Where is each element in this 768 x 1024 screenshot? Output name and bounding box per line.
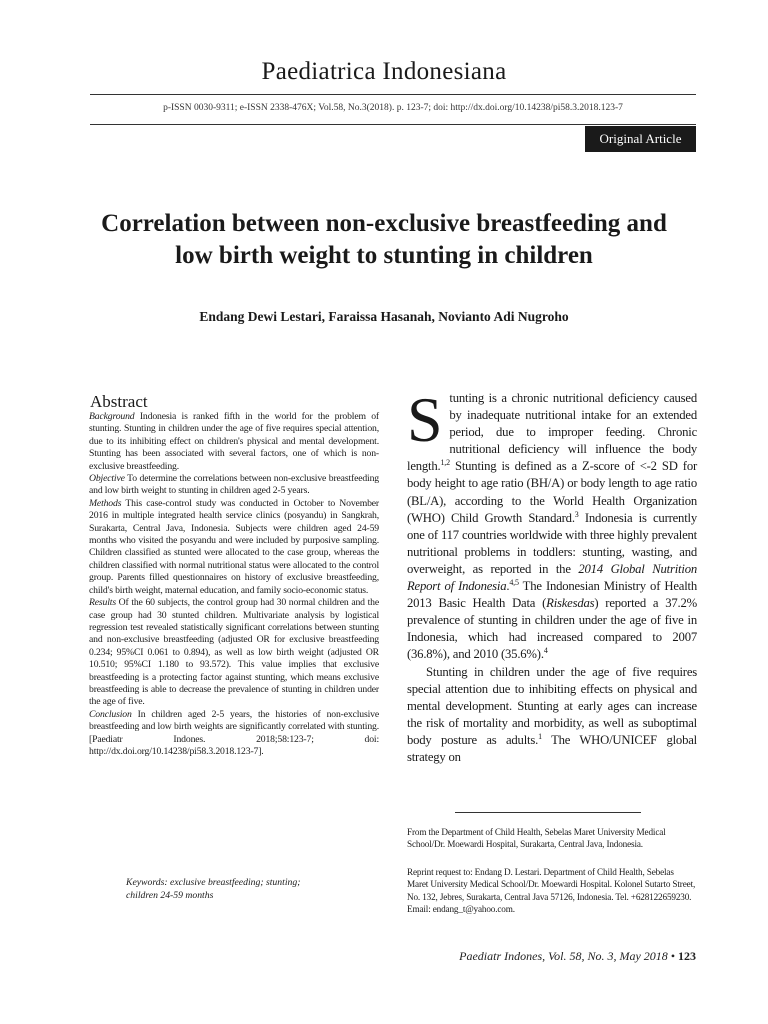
author-list: Endang Dewi Lestari, Faraissa Hasanah, Novianto Adi Nugroho — [199, 309, 569, 324]
body-text: The WHO/UNICEF global strategy on — [407, 732, 697, 764]
abstract-conclusion — [89, 709, 379, 759]
body-text: . — [506, 579, 510, 594]
citation-superscript: 3 — [574, 509, 579, 519]
body-text: ) reported a 37.2% prevalence of stunting in children under the age of five in Indonesia, which had increased compared to 2007 (36.8%), and 2010 (35.6%). — [407, 596, 697, 662]
keywords-line-2: children 24-59 months — [126, 889, 214, 901]
header-rule-bottom — [90, 124, 696, 125]
abstract-objective-text: To determine the correlations between non-exclusive breastfeeding and low birth weight to stunting in children aged 2-5 years. — [89, 473, 379, 497]
article-title-line-2: low birth weight to stunting in children — [175, 242, 593, 269]
footer-citation: Paediatr Indones, Vol. 58, No. 3, May 2018 • — [459, 949, 675, 963]
issn-doi-line: p-ISSN 0030-9311; e-ISSN 2338-476X; Vol.58, No.3(2018). p. 123-7; doi: http://dx.doi.org/10.14238/pi58.3.2018.123-7 — [163, 103, 623, 113]
abstract-body — [89, 411, 379, 758]
body-paragraph-1 — [407, 384, 697, 664]
abstract-objective — [89, 473, 379, 498]
author-affiliation: From the Department of Child Health, Sebelas Maret University Medical School/Dr. Moewardi Hospital, Surakarta, Central Java, Indonesia. — [407, 827, 666, 850]
article-title — [60, 208, 708, 272]
abstract-background-text: Indonesia is ranked fifth in the world for the problem of stunting. Stunting in children under the age of five requires special attention, due to its inhibiting effect on children's physical and mental development. Stunting has been associated with several factors, one of which is non-exclusive breastfeeding. — [89, 411, 379, 472]
article-type-badge: Original Article — [585, 126, 696, 152]
abstract-results-text: Of the 60 subjects, the control group had 30 normal children and the case group had 30 stunted children. Multivariate analysis by logistical regression test revealed statistically significant correlations between stunting and non-exclusive breastfeeding (adjusted OR for exclusive breastfeeding 0.234; 95%CI 0.061 to 0.894), as well as low birth weight (adjusted OR 10.510; 95%CI 1.180 to 93.572). This value implies that exclusive breastfeeding is a protecting factor against stunting, which means exclusive breastfeeding is able to decrease the prevalence of stunting in children under the age of five. — [89, 597, 379, 708]
abstract-background — [89, 411, 379, 473]
citation-superscript: 4 — [543, 646, 548, 656]
abstract-methods-text: This case-control study was conducted in October to November 2016 in multiple integrated health service clinics (posyandu) in Sangkrah, Surakarta, Central Java, Indonesia. Subjects were children aged 24-59 months who visited the posyandu and were included by purposive sampling. Children classified as stunted were allocated to the case group, whereas the children classified with normal nutritional status were allocated to the control group. Parents filled questionnaires on history of exclusive breastfeeding, child's birth weight, maternal education, and family socio-economic status. — [89, 497, 379, 596]
header-rule — [90, 94, 696, 95]
keywords-line-1: Keywords: exclusive breastfeeding; stunting; — [126, 877, 301, 888]
report-title: 2014 Global Nutrition Report of Indonesia — [407, 561, 697, 594]
abstract-methods — [89, 498, 379, 597]
page-footer — [459, 949, 696, 964]
reprint-request: Reprint request to: Endang D. Lestari. Department of Child Health, Sebelas Maret University Medical School/Dr. Moewardi Hospital. Kolonel Sutarto Street, No. 132, Jebres, Surakarta, Central Java 57126, Indonesia. Tel. +628122659230. Email: endang_t@yahoo.com. — [407, 867, 696, 914]
abstract-heading: Abstract — [90, 392, 148, 411]
abstract-results — [89, 597, 379, 709]
body-text: tunting is a chronic nutritional deficiency caused by inadequate nutritional intake for an extended period, due to improper feeding. Chronic nutritional deficiency will influence the body length. — [407, 391, 697, 474]
citation-superscript: 1,2 — [440, 458, 450, 468]
abstract-objective-label: Objective — [89, 473, 125, 485]
body-paragraph-2 — [407, 664, 697, 767]
body-column — [407, 384, 697, 766]
abstract-background-label: Background — [89, 411, 135, 422]
page-number: 123 — [678, 949, 696, 963]
affiliation-rule — [455, 812, 641, 813]
abstract-conclusion-text: In children aged 2-5 years, the histories of non-exclusive breastfeeding and low birth weights are significantly correlated with stunting. [Paediatr Indones. 2018;58:123-7; doi: http://dx.doi.org/10.14238/pi58.3.2018.123-7]. — [89, 708, 379, 757]
article-title-line-1: Correlation between non-exclusive breastfeeding and — [101, 210, 667, 237]
abstract-results-label: Results — [89, 597, 116, 609]
citation-superscript: 1 — [538, 731, 542, 741]
abstract-methods-label: Methods — [89, 497, 122, 509]
keywords — [126, 877, 386, 902]
body-text: The Indonesian Ministry of Health 2013 Basic Health Data ( — [407, 579, 697, 611]
drop-cap: S — [407, 384, 443, 455]
body-text: Stunting in children under the age of five requires special attention due to inhibiting effects on physical and mental development. Stunting at early ages can increase the risk of mortality and morbidity, as well as suboptimal body posture as adults. — [407, 664, 697, 747]
citation-superscript: 4,5 — [509, 577, 519, 587]
journal-title: Paediatrica Indonesiana — [261, 58, 507, 85]
abstract-conclusion-label: Conclusion — [89, 708, 132, 720]
body-text: Indonesia is currently one of 117 countries worldwide with three highly prevalent nutritional problems in toddlers: stunting, wasting, and overweight, as reported in the — [407, 510, 697, 576]
body-text: Stunting is defined as a Z-score of <-2 SD for body height to age ratio (BH/A) or body length to age ratio (BL/A), according to the World Health Organization (WHO) Child Growth Standard. — [407, 459, 697, 525]
riskesdas-term: Riskesdas — [546, 596, 595, 611]
